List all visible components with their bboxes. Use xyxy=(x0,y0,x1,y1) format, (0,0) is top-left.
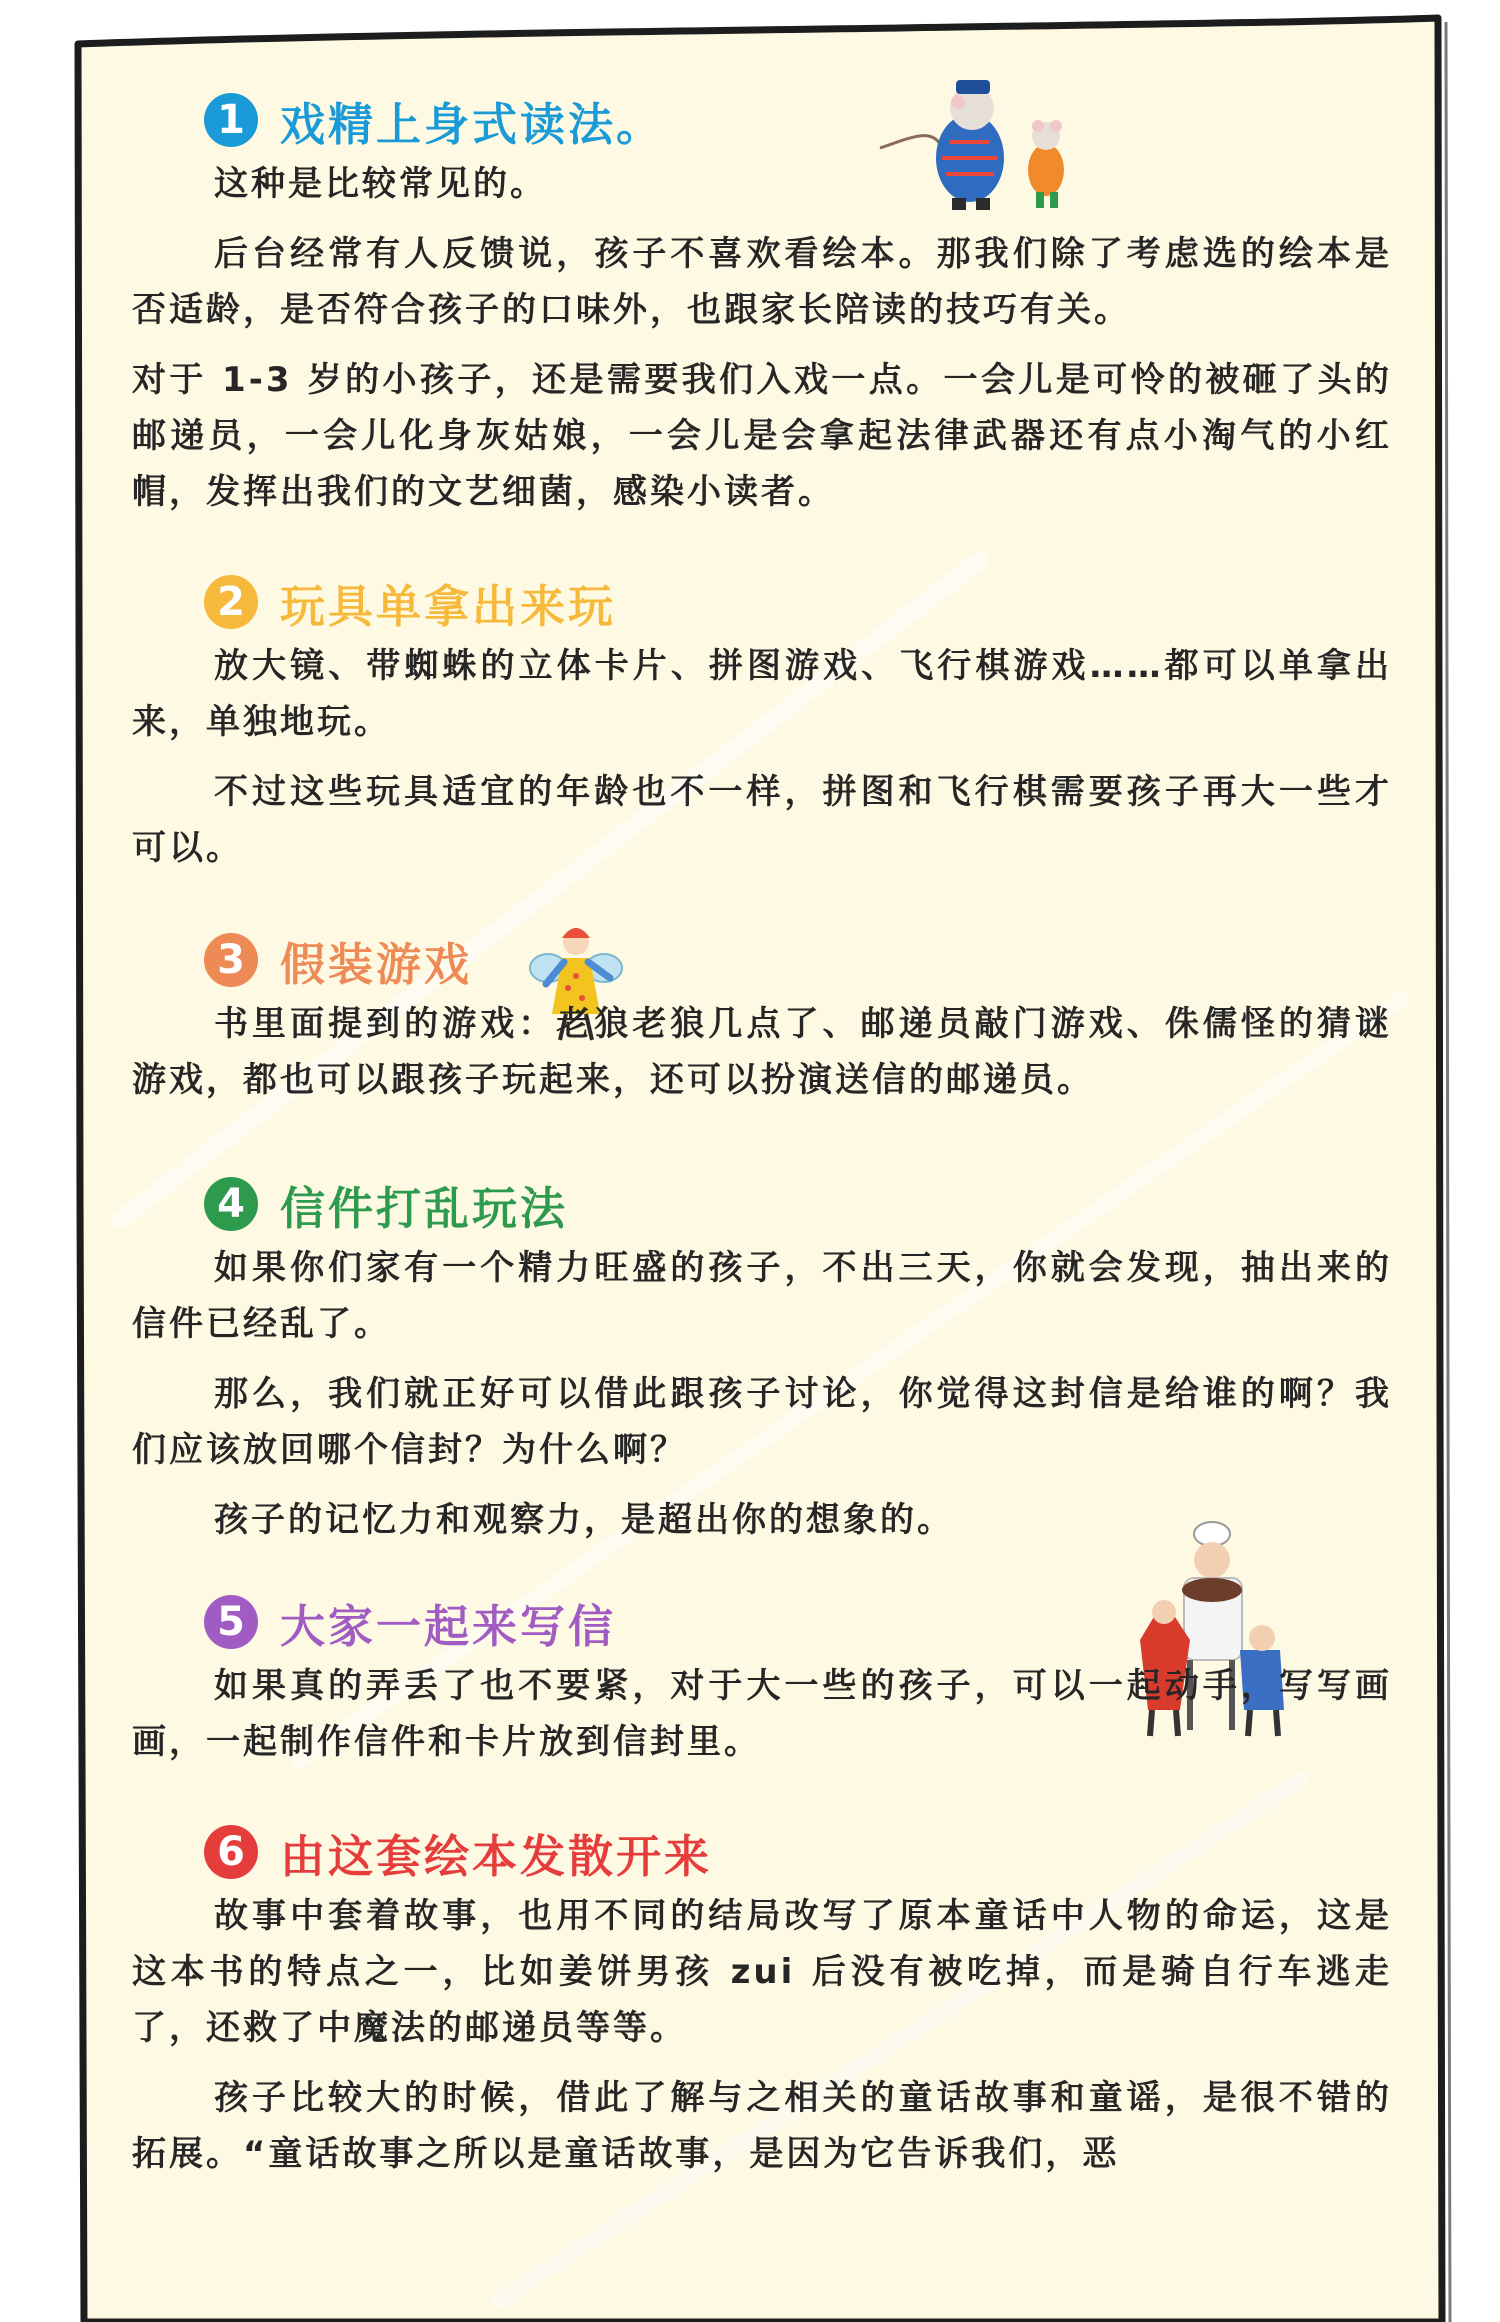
section-3-number-badge: 3 xyxy=(204,933,258,987)
section-3-heading xyxy=(204,924,1392,996)
section-5-paragraph-1: 如果真的弄丢了也不要紧，对于大一些的孩子，可以一起动手，写写画画，一起制作信件和卡片放到信封里。 xyxy=(132,1666,1392,1762)
section-2-number-badge: 2 xyxy=(204,575,258,629)
section-4-paragraph-3: 孩子的记忆力和观察力，是超出你的想象的。 xyxy=(214,1500,954,1540)
section-1-paragraph-3: 对于 1-3 岁的小孩子，还是需要我们入戏一点。一会儿是可怜的被砸了头的邮递员，一会儿化身灰姑娘，一会儿是会拿起法律武器还有点小淘气的小红帽，发挥出我们的文艺细菌，感染小读者。 xyxy=(132,360,1392,512)
section-6-paragraph-1: 故事中套着故事，也用不同的结局改写了原本童话中人物的命运，这是这本书的特点之一，比如姜饼男孩 zui 后没有被吃掉，而是骑自行车逃走了，还救了中魔法的邮递员等等。 xyxy=(132,1896,1392,2048)
section-5-title: 大家一起来写信 xyxy=(280,1599,617,1653)
section-2-paragraph-1: 放大镜、带蜘蛛的立体卡片、拼图游戏、飞行棋游戏……都可以单拿出来，单独地玩。 xyxy=(132,646,1392,742)
section-6-paragraph-2: 孩子比较大的时候，借此了解与之相关的童话故事和童谣，是很不错的拓展。“童话故事之所以是童话故事，是因为它告诉我们，恶 xyxy=(132,2078,1392,2174)
section-6-heading xyxy=(204,1816,1392,1888)
section-6-number-badge: 6 xyxy=(204,1825,258,1879)
section-2 xyxy=(132,566,1392,876)
section-1-paragraph-2: 后台经常有人反馈说，孩子不喜欢看绘本。那我们除了考虑选的绘本是否适龄，是否符合孩子的口味外，也跟家长陪读的技巧有关。 xyxy=(132,234,1392,330)
section-5-heading xyxy=(204,1586,1392,1658)
section-4 xyxy=(132,1168,1392,1548)
section-6 xyxy=(132,1816,1392,2182)
article-body xyxy=(132,70,1392,2196)
section-6-title: 由这套绘本发散开来 xyxy=(280,1829,713,1883)
section-4-heading xyxy=(204,1168,1392,1240)
section-4-paragraph-2: 那么，我们就正好可以借此跟孩子讨论，你觉得这封信是给谁的啊？我们应该放回哪个信封？为什么啊？ xyxy=(132,1374,1392,1470)
section-4-paragraph-1: 如果你们家有一个精力旺盛的孩子，不出三天，你就会发现，抽出来的信件已经乱了。 xyxy=(132,1248,1392,1344)
paper-edge-shadow xyxy=(1446,22,1450,2322)
section-2-title: 玩具单拿出来玩 xyxy=(280,579,617,633)
section-4-number-badge: 4 xyxy=(204,1177,258,1231)
section-2-paragraph-2: 不过这些玩具适宜的年龄也不一样，拼图和飞行棋需要孩子再大一些才可以。 xyxy=(132,772,1392,868)
section-4-title: 信件打乱玩法 xyxy=(280,1181,569,1235)
section-5-number-badge: 5 xyxy=(204,1595,258,1649)
section-3-paragraph-1: 书里面提到的游戏：老狼老狼几点了、邮递员敲门游戏、侏儒怪的猜谜游戏，都也可以跟孩子玩起来，还可以扮演送信的邮递员。 xyxy=(132,1004,1392,1100)
section-3 xyxy=(132,924,1392,1108)
section-2-heading xyxy=(204,566,1392,638)
section-3-title: 假装游戏 xyxy=(280,937,473,991)
section-1-title: 戏精上身式读法。 xyxy=(280,97,665,151)
section-1 xyxy=(132,84,1392,520)
section-5 xyxy=(132,1586,1392,1770)
section-1-heading xyxy=(204,84,1392,156)
section-1-paragraph-1: 这种是比较常见的。 xyxy=(214,164,547,204)
section-1-number-badge: 1 xyxy=(204,93,258,147)
